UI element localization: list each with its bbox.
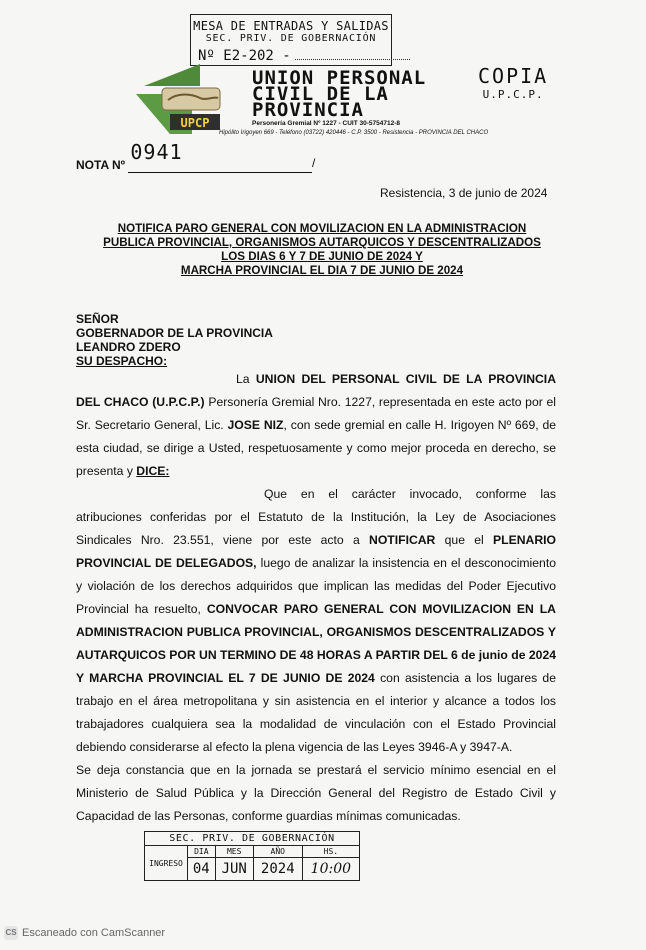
reception-table — [144, 845, 360, 881]
recipient-line-4: SU DESPACHO: — [76, 354, 168, 368]
scanner-watermark — [4, 926, 165, 940]
copia-sub: U.P.C.P. — [482, 88, 544, 101]
stamp-line-2: SEC. PRIV. DE GOBERNACIÓN — [205, 33, 377, 44]
val-dia: 04 — [188, 858, 216, 881]
camscanner-icon: CS — [4, 926, 18, 940]
org-name-line-3: PROVINCIA — [252, 99, 364, 121]
title-line-1: NOTIFICA PARO GENERAL CON MOVILIZACION EN LA ADMINISTRACION — [117, 222, 527, 235]
note-value: 0941 — [130, 140, 183, 164]
note-label: NOTA Nº — [76, 158, 126, 172]
val-mes: JUN — [215, 858, 253, 881]
val-anio: 2024 — [253, 858, 302, 881]
paragraph-2: Que en el carácter invocado, conforme las atribuciones conferidas por el Estatuto de la Institución, la Ley de Asociaciones Sindicales Nro. 23.551, viene por este acto a NOTIFICAR que el PLENARIO PROVINCIAL DE DELEGADOS, luego de analizar la insistencia en el desconocimiento y violación de los derechos adquiridos que implican las medidas del Poder Ejecutivo Provincial ha resuelto, CONVOCAR PARO GENERAL CON MOVILIZACION EN LA ADMINISTRACION PUBLICA PROVINCIAL, ORGANISMOS DESCENTRALIZADOS Y AUTARQUICOS POR UN TERMINO DE 48 HORAS A PARTIR DEL 6 de junio de 2024 Y MARCHA PROVINCIAL EL 7 DE JUNIO DE 2024 con asistencia a los lugares de trabajo en el área metropolitana y sin asistencia en el interior y alcance a todos los trabajadores cualquiera sea la modalidad de vinculación con el Estado Provincial debiendo considerarse al efecto la plena vigencia de las Leyes 3946-A y 3947-A. — [76, 487, 556, 754]
document-title — [76, 222, 568, 278]
paragraph-1: La UNION DEL PERSONAL CIVIL DE LA PROVINCIA DEL CHACO (U.P.C.P.) Personería Gremial Nro. 1227, representada en este acto por el Sr. Secretario General, Lic. JOSE NIZ, con sede gremial en calle H. Irigoyen Nº 669, de esta ciudad, se dirige a Usted, respetuosamente y como mejor proceda en derecho, se presenta y DICE: — [76, 372, 557, 478]
upcp-logo — [136, 64, 248, 134]
recipient-line-1: SEÑOR — [76, 312, 119, 326]
col-dia: DIA — [188, 846, 216, 858]
org-name-line-1: UNION PERSONAL — [252, 67, 427, 89]
date: Resistencia, 3 de junio de 2024 — [380, 186, 548, 200]
col-mes: MES — [215, 846, 253, 858]
recipient-line-3: LEANDRO ZDERO — [76, 340, 181, 354]
col-anio: AÑO — [253, 846, 302, 858]
org-name — [252, 67, 452, 121]
note-number — [76, 140, 316, 174]
copia-stamp — [478, 64, 548, 101]
logo-text: UPCP — [180, 116, 210, 130]
val-hs: 10:00 — [302, 858, 359, 881]
ingreso-label: INGRESO — [145, 846, 188, 881]
stamp-number — [198, 48, 410, 64]
paragraph-3: Se deja constancia que en la jornada se prestará el servicio mínimo esencial en el Ministerio de Salud Pública y la Dirección General del Registro de Estado Civil y Capacidad de las Personas, conforme guardias mínimas comunicadas. — [76, 763, 556, 823]
org-address: Hipólito Irigoyen 669 - Teléfono (03722) 420446 - C.P. 3500 - Resistencia - PROVINCIA DEL CHACO — [219, 130, 489, 136]
reception-stamp — [144, 831, 360, 881]
copia-text: COPIA — [478, 64, 549, 88]
stamp-line-1: MESA DE ENTRADAS Y SALIDAS — [193, 19, 389, 33]
note-slash: / — [312, 156, 316, 170]
title-line-3: LOS DIAS 6 Y 7 DE JUNIO DE 2024 Y — [221, 250, 423, 263]
col-hs: HS. — [302, 846, 359, 858]
title-line-2: PUBLICA PROVINCIAL, ORGANISMOS AUTARQUICOS Y DESCENTRALIZADOS — [103, 236, 541, 249]
title-line-4: MARCHA PROVINCIAL EL DIA 7 DE JUNIO DE 2024 — [180, 264, 464, 277]
recipient-block — [76, 312, 273, 368]
reception-stamp-header: SEC. PRIV. DE GOBERNACIÓN — [144, 831, 360, 845]
org-name-line-2: CIVIL DE LA — [252, 83, 389, 105]
scanner-text: Escaneado con CamScanner — [22, 926, 166, 939]
stamp-number-value: Nº E2-202 - — [198, 48, 291, 64]
org-legal: Personería Gremial Nº 1227 - CUIT 30-5754712-8 — [252, 120, 400, 127]
recipient-line-2: GOBERNADOR DE LA PROVINCIA — [76, 326, 273, 340]
letter-body — [76, 368, 556, 828]
